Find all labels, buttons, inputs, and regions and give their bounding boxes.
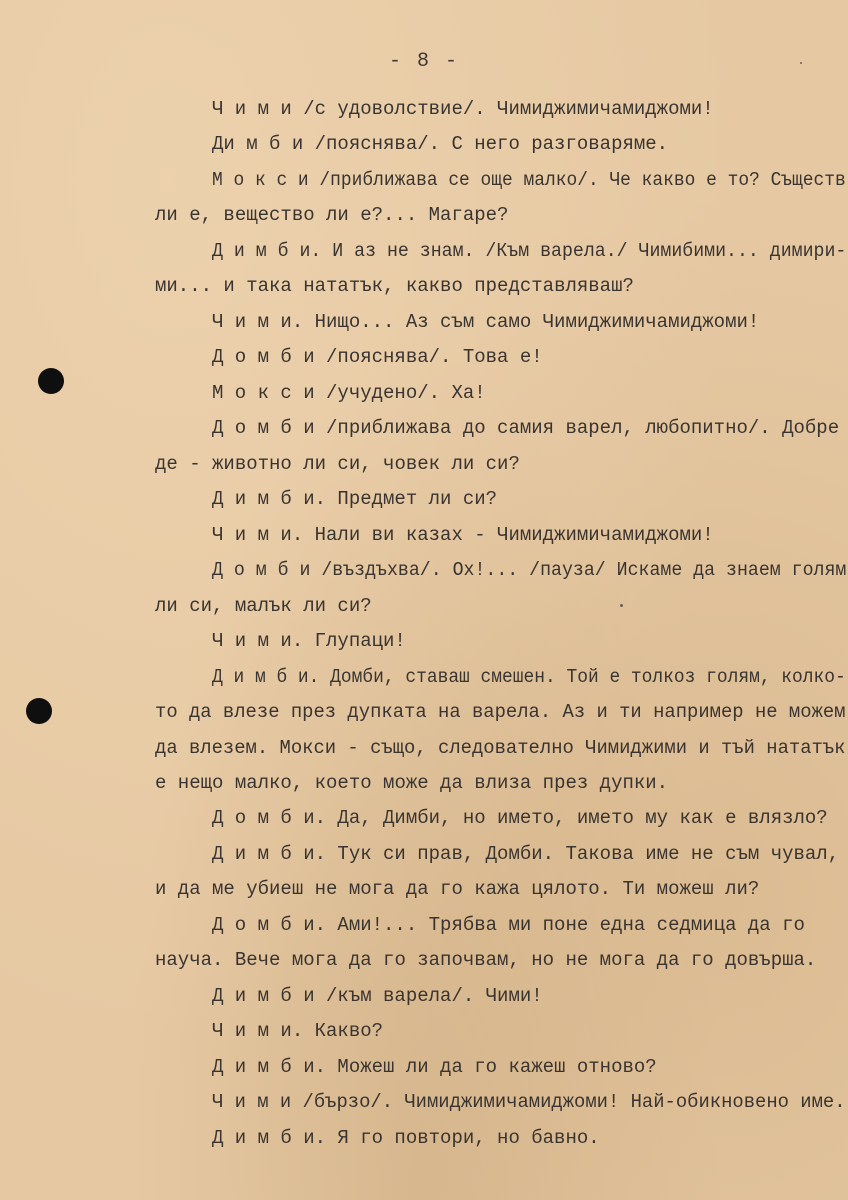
text-line: ли си, малък ли си? [155, 595, 372, 617]
text-line: Ч и м и. Нали ви казах - Чимиджимичамиджоми! [212, 524, 714, 546]
text-line: ли е, вещество ли е?... Магаре? [155, 204, 509, 226]
text-line: Д и м б и. Я го повтори, но бавно. [212, 1127, 600, 1149]
text-line: ми... и така нататък, какво представляваш? [155, 275, 634, 297]
text-line: Д о м б и. Ами!... Трябва ми поне една седмица да го [212, 914, 805, 936]
text-line: Ч и м и. Глупаци! [212, 630, 406, 652]
text-line: Д о м б и /приближава до самия варел, любопитно/. Добре [212, 417, 840, 439]
punch-hole-top [38, 368, 64, 394]
text-line: науча. Вече мога да го започвам, но не мога да го довърша. [155, 949, 817, 971]
text-line: е нещо малко, което може да влиза през дупки. [155, 772, 669, 794]
text-line: Д и м б и. Можеш ли да го кажеш отново? [212, 1056, 657, 1078]
ink-speck [620, 604, 623, 607]
text-line: Ди м б и /пояснява/. С него разговаряме. [212, 133, 669, 155]
text-line: де - животно ли си, човек ли си? [155, 453, 520, 475]
text-line: Д и м б и. Тук си прав, Домби. Такова име не съм чувал, [212, 843, 840, 865]
text-line: Д о м б и. Да, Димби, но името, името му как е влязло? [212, 807, 828, 829]
text-line: М о к с и /учудено/. Ха! [212, 382, 486, 404]
text-line: Д и м б и. И аз не знам. /Към варела./ Чимибими... димири- [212, 240, 847, 262]
text-line: Д о м б и /пояснява/. Това е! [212, 346, 543, 368]
text-line: М о к с и /приближава се още малко/. Че какво е то? Съществ [212, 169, 846, 191]
punch-hole-bottom [26, 698, 52, 724]
ink-speck [800, 62, 802, 64]
text-line: Д о м б и /въздъхва/. Ох!... /пауза/ Искаме да знаем голям [212, 559, 847, 581]
text-line: и да ме убиеш не мога да го кажа цялото. Ти можеш ли? [155, 878, 760, 900]
text-line: Ч и м и. Какво? [212, 1020, 384, 1042]
text-line: Д и м б и /към варела/. Чими! [212, 985, 543, 1007]
text-line: Ч и м и /с удоволствие/. Чимиджимичамиджоми! [212, 98, 714, 120]
text-line: да влезем. Мокси - също, следователно Чимиджими и тъй нататък [155, 737, 846, 759]
text-line: Ч и м и. Нищо... Аз съм само Чимиджимичамиджоми! [212, 311, 760, 333]
text-line: Д и м б и. Домби, ставаш смешен. Той е толкоз голям, колко- [212, 666, 846, 688]
text-line: Д и м б и. Предмет ли си? [212, 488, 498, 510]
text-line: то да влезе през дупката на варела. Аз и ти например не можем [155, 701, 846, 723]
text-line: Ч и м и /бързо/. Чимиджимичамиджоми! Най-обикновено име. [212, 1091, 846, 1113]
page-number: - 8 - [388, 50, 459, 73]
